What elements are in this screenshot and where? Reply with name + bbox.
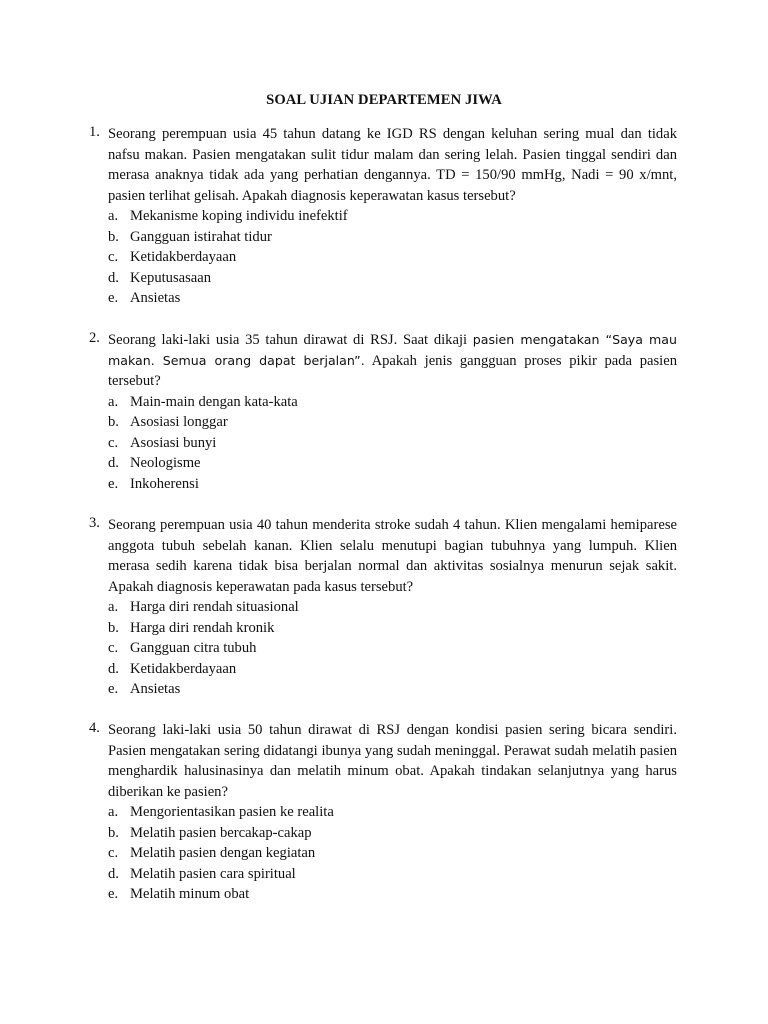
question-text: Seorang perempuan usia 45 tahun datang ke IGD RS dengan keluhan sering mual dan tidak nafsu makan. Pasien mengatakan sulit tidur malam dan sering lelah. Pasien tinggal sendiri dan merasa anaknya tidak ada yang perhatian dengannya. TD = 150/90 mmHg, Nadi = 90 x/mnt, pasien terlihat gelisah. Apakah diagnosis keperawatan kasus tersebut?: [108, 126, 677, 204]
option-letter: d.: [108, 269, 119, 286]
option-text: Mekanisme koping individu inefektif: [130, 208, 348, 225]
option-list: [108, 597, 677, 700]
question-text: [108, 330, 677, 392]
option-text: Keputusasaan: [130, 269, 212, 286]
option-d: [108, 659, 677, 680]
option-letter: c.: [108, 249, 119, 266]
option-e: [108, 679, 677, 700]
option-letter: a.: [108, 393, 119, 410]
option-text: Main-main dengan kata-kata: [130, 393, 298, 410]
option-letter: b.: [108, 228, 119, 245]
option-d: [108, 864, 677, 885]
option-letter: c.: [108, 640, 119, 657]
option-text: Ansietas: [130, 681, 181, 698]
option-letter: a.: [108, 208, 119, 225]
option-text: Gangguan citra tubuh: [130, 640, 257, 657]
option-list: [108, 392, 677, 495]
option-letter: e.: [108, 290, 119, 307]
option-text: Harga diri rendah situasional: [130, 599, 299, 616]
option-a: [108, 597, 677, 618]
option-text: Melatih minum obat: [130, 886, 250, 903]
option-b: [108, 823, 677, 844]
question-4: [89, 720, 677, 905]
option-c: [108, 247, 677, 268]
question-3: [89, 515, 677, 700]
option-text: Gangguan istirahat tidur: [130, 228, 272, 245]
question-text-part: Seorang laki-laki usia 35 tahun dirawat di RSJ. Saat dikaji: [108, 332, 473, 348]
option-d: [108, 268, 677, 289]
option-text: Asosiasi longgar: [130, 414, 228, 431]
option-b: [108, 618, 677, 639]
option-b: [108, 227, 677, 248]
option-letter: e.: [108, 475, 119, 492]
option-text: Melatih pasien dengan kegiatan: [130, 845, 316, 862]
option-letter: d.: [108, 865, 119, 882]
option-letter: e.: [108, 681, 119, 698]
option-c: [108, 638, 677, 659]
option-letter: c.: [108, 434, 119, 451]
question-quote: pasien mengatakan “Saya mau makan. Semua orang dapat berjalan”.: [108, 332, 677, 368]
option-a: [108, 206, 677, 227]
question-number: 1.: [89, 124, 100, 140]
option-text: Harga diri rendah kronik: [130, 619, 275, 636]
option-a: [108, 802, 677, 823]
option-letter: d.: [108, 455, 119, 472]
question-2: [89, 330, 677, 494]
question-number: 2.: [89, 330, 100, 346]
option-letter: b.: [108, 619, 119, 636]
option-e: [108, 288, 677, 309]
question-text: Seorang laki-laki usia 50 tahun dirawat di RSJ dengan kondisi pasien sering bicara sendiri. Pasien mengatakan sering didatangi ibunya yang sudah meninggal. Perawat sudah melatih pasien menghardik halusinasinya dan melatih minum obat. Apakah tindakan selanjutnya yang harus diberikan ke pasien?: [108, 722, 677, 800]
option-text: Melatih pasien bercakap-cakap: [130, 824, 312, 841]
option-letter: d.: [108, 660, 119, 677]
question-number: 3.: [89, 515, 100, 531]
option-text: Neologisme: [130, 455, 201, 472]
option-e: [108, 474, 677, 495]
option-text: Ketidakberdayaan: [130, 660, 237, 677]
option-letter: e.: [108, 886, 119, 903]
question-1: [89, 124, 677, 309]
option-text: Ansietas: [130, 290, 181, 307]
question-text: Seorang perempuan usia 40 tahun menderita stroke sudah 4 tahun. Klien mengalami hemiparese anggota tubuh sebelah kanan. Klien selalu menutupi bagian tubuhnya yang lumpuh. Klien merasa sedih karena tidak bisa berjalan normal dan aktivitas sosialnya menurun sejak sakit. Apakah diagnosis keperawatan pada kasus tersebut?: [108, 517, 677, 595]
option-letter: b.: [108, 824, 119, 841]
option-list: [108, 206, 677, 309]
question-number: 4.: [89, 720, 100, 736]
option-letter: c.: [108, 845, 119, 862]
option-list: [108, 802, 677, 905]
option-a: [108, 392, 677, 413]
option-text: Asosiasi bunyi: [130, 434, 217, 451]
option-e: [108, 884, 677, 905]
option-text: Mengorientasikan pasien ke realita: [130, 804, 334, 821]
option-c: [108, 843, 677, 864]
option-letter: a.: [108, 599, 119, 616]
option-d: [108, 453, 677, 474]
question-text-part: Apakah jenis gangguan proses pikir pada pasien tersebut?: [108, 352, 677, 390]
option-text: Ketidakberdayaan: [130, 249, 237, 266]
option-text: Melatih pasien cara spiritual: [130, 865, 296, 882]
option-c: [108, 433, 677, 454]
option-letter: b.: [108, 414, 119, 431]
option-b: [108, 412, 677, 433]
option-text: Inkoherensi: [130, 475, 199, 492]
option-letter: a.: [108, 804, 119, 821]
page-title: SOAL UJIAN DEPARTEMEN JIWA: [266, 92, 502, 108]
